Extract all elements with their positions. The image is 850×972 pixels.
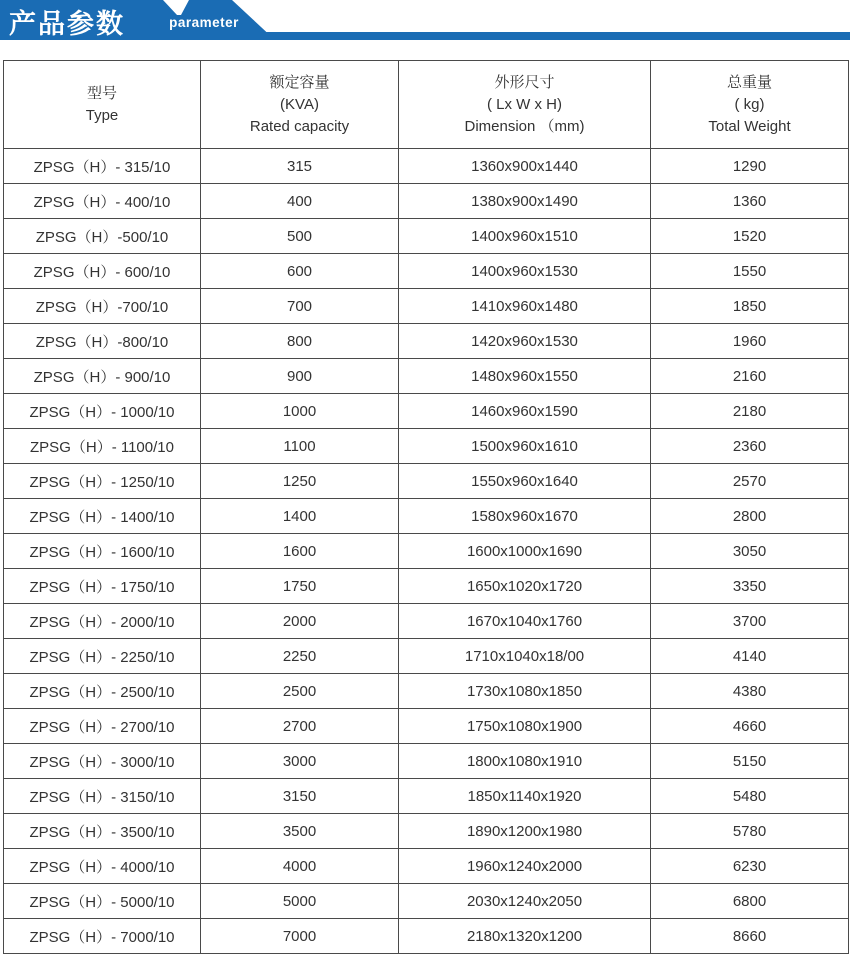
- table-cell: 3150: [201, 779, 399, 814]
- table-cell: ZPSG（H）- 600/10: [4, 254, 201, 289]
- table-cell: ZPSG（H）- 2700/10: [4, 709, 201, 744]
- table-cell: 4660: [651, 709, 849, 744]
- table-cell: 1750x1080x1900: [399, 709, 651, 744]
- table-cell: ZPSG（H）- 1600/10: [4, 534, 201, 569]
- column-header-line: 型号: [86, 84, 117, 102]
- table-cell: 1000: [201, 394, 399, 429]
- table-cell: 1670x1040x1760: [399, 604, 651, 639]
- table-row: [4, 709, 849, 744]
- column-header-line: (KVA): [280, 95, 319, 113]
- table-cell: 1400x960x1530: [399, 254, 651, 289]
- table-cell: 2180: [651, 394, 849, 429]
- table-cell: 1290: [651, 149, 849, 184]
- table-cell: 1600x1000x1690: [399, 534, 651, 569]
- table-cell: ZPSG（H）- 2250/10: [4, 639, 201, 674]
- column-header-line: ( Lx W x H): [487, 95, 562, 113]
- table-cell: 8660: [651, 919, 849, 954]
- table-cell: 1100: [201, 429, 399, 464]
- table-cell: 3700: [651, 604, 849, 639]
- column-header: [399, 61, 651, 149]
- table-row: [4, 394, 849, 429]
- table-cell: 1890x1200x1980: [399, 814, 651, 849]
- table-cell: ZPSG（H）- 2500/10: [4, 674, 201, 709]
- table-cell: 1460x960x1590: [399, 394, 651, 429]
- table-row: [4, 534, 849, 569]
- table-header-row: [4, 61, 849, 149]
- table-cell: 1600: [201, 534, 399, 569]
- table-row: [4, 254, 849, 289]
- table-cell: 1730x1080x1850: [399, 674, 651, 709]
- table-row: [4, 884, 849, 919]
- table-cell: ZPSG（H）- 1100/10: [4, 429, 201, 464]
- table-row: [4, 814, 849, 849]
- table-cell: 5480: [651, 779, 849, 814]
- table-body: [4, 149, 849, 954]
- table-cell: 6230: [651, 849, 849, 884]
- table-cell: 315: [201, 149, 399, 184]
- column-header-line: Dimension （mm): [464, 117, 585, 135]
- table-cell: 3050: [651, 534, 849, 569]
- table-cell: 2030x1240x2050: [399, 884, 651, 919]
- table-row: [4, 429, 849, 464]
- banner-strip: [266, 32, 850, 40]
- table-cell: 1520: [651, 219, 849, 254]
- table-cell: 1400x960x1510: [399, 219, 651, 254]
- table-cell: 1800x1080x1910: [399, 744, 651, 779]
- table-row: [4, 324, 849, 359]
- table-cell: 1410x960x1480: [399, 289, 651, 324]
- table-cell: ZPSG（H）- 3150/10: [4, 779, 201, 814]
- table-cell: 2700: [201, 709, 399, 744]
- table-cell: 1850: [651, 289, 849, 324]
- column-header-line: 总重量: [726, 73, 772, 91]
- table-cell: 1500x960x1610: [399, 429, 651, 464]
- table-cell: 1580x960x1670: [399, 499, 651, 534]
- table-cell: ZPSG（H）- 1400/10: [4, 499, 201, 534]
- table-cell: 1710x1040x18/00: [399, 639, 651, 674]
- table-cell: 4000: [201, 849, 399, 884]
- table-cell: ZPSG（H）- 4000/10: [4, 849, 201, 884]
- column-header-line: Type: [85, 106, 119, 124]
- table-row: [4, 184, 849, 219]
- column-header: [4, 61, 201, 149]
- table-cell: 600: [201, 254, 399, 289]
- column-header-line: Rated capacity: [249, 117, 350, 135]
- table-cell: ZPSG（H）- 1000/10: [4, 394, 201, 429]
- table-row: [4, 639, 849, 674]
- table-cell: ZPSG（H）- 315/10: [4, 149, 201, 184]
- table-cell: 4140: [651, 639, 849, 674]
- table-cell: ZPSG（H）-700/10: [4, 289, 201, 324]
- table-row: [4, 849, 849, 884]
- table-row: [4, 289, 849, 324]
- table-cell: 1960x1240x2000: [399, 849, 651, 884]
- table-cell: 6800: [651, 884, 849, 919]
- table-cell: 3350: [651, 569, 849, 604]
- table-cell: 1360: [651, 184, 849, 219]
- table-cell: 1650x1020x1720: [399, 569, 651, 604]
- table-row: [4, 149, 849, 184]
- table-cell: 1360x900x1440: [399, 149, 651, 184]
- column-header: [201, 61, 399, 149]
- table-cell: 1960: [651, 324, 849, 359]
- table-cell: ZPSG（H）- 400/10: [4, 184, 201, 219]
- column-header-line: ( kg): [734, 95, 765, 113]
- table-cell: 1250: [201, 464, 399, 499]
- spec-table: [3, 60, 849, 954]
- table-cell: 1550: [651, 254, 849, 289]
- table-cell: ZPSG（H）-800/10: [4, 324, 201, 359]
- table-head: [4, 61, 849, 149]
- table-cell: 3000: [201, 744, 399, 779]
- table-cell: ZPSG（H）- 3000/10: [4, 744, 201, 779]
- table-cell: 2160: [651, 359, 849, 394]
- column-header-line: Total Weight: [708, 117, 791, 135]
- table-cell: 2570: [651, 464, 849, 499]
- column-header: [651, 61, 849, 149]
- table-cell: 1550x960x1640: [399, 464, 651, 499]
- table-cell: ZPSG（H）- 5000/10: [4, 884, 201, 919]
- table-cell: 1420x960x1530: [399, 324, 651, 359]
- table-cell: 1480x960x1550: [399, 359, 651, 394]
- table-cell: ZPSG（H）-500/10: [4, 219, 201, 254]
- banner: [0, 0, 850, 46]
- table-cell: 3500: [201, 814, 399, 849]
- table-cell: 700: [201, 289, 399, 324]
- table-cell: 2360: [651, 429, 849, 464]
- table-cell: 2800: [651, 499, 849, 534]
- table-cell: 1400: [201, 499, 399, 534]
- table-row: [4, 604, 849, 639]
- table-row: [4, 779, 849, 814]
- table-cell: 2500: [201, 674, 399, 709]
- table-cell: 7000: [201, 919, 399, 954]
- table-cell: 4380: [651, 674, 849, 709]
- column-header-line: 外形尺寸: [494, 73, 555, 91]
- table-row: [4, 359, 849, 394]
- table-row: [4, 219, 849, 254]
- table-cell: 1750: [201, 569, 399, 604]
- table-cell: 2250: [201, 639, 399, 674]
- table-cell: ZPSG（H）- 2000/10: [4, 604, 201, 639]
- table-cell: ZPSG（H）- 1750/10: [4, 569, 201, 604]
- table-cell: 900: [201, 359, 399, 394]
- table-cell: 400: [201, 184, 399, 219]
- column-header-line: 额定容量: [269, 73, 330, 91]
- table-cell: ZPSG（H）- 3500/10: [4, 814, 201, 849]
- table-row: [4, 744, 849, 779]
- table-cell: 800: [201, 324, 399, 359]
- table-cell: ZPSG（H）- 900/10: [4, 359, 201, 394]
- table-row: [4, 464, 849, 499]
- table-row: [4, 569, 849, 604]
- page-subtitle: parameter: [169, 15, 239, 30]
- table-cell: 5000: [201, 884, 399, 919]
- table-cell: 2000: [201, 604, 399, 639]
- table-cell: ZPSG（H）- 1250/10: [4, 464, 201, 499]
- table-row: [4, 499, 849, 534]
- table-row: [4, 919, 849, 954]
- table-cell: ZPSG（H）- 7000/10: [4, 919, 201, 954]
- table-cell: 5780: [651, 814, 849, 849]
- banner-ribbon-graphic: [0, 0, 850, 46]
- table-cell: 1380x900x1490: [399, 184, 651, 219]
- table-cell: 2180x1320x1200: [399, 919, 651, 954]
- table-cell: 5150: [651, 744, 849, 779]
- page-title: 产品参数: [9, 9, 125, 39]
- table-row: [4, 674, 849, 709]
- table-cell: 500: [201, 219, 399, 254]
- table-cell: 1850x1140x1920: [399, 779, 651, 814]
